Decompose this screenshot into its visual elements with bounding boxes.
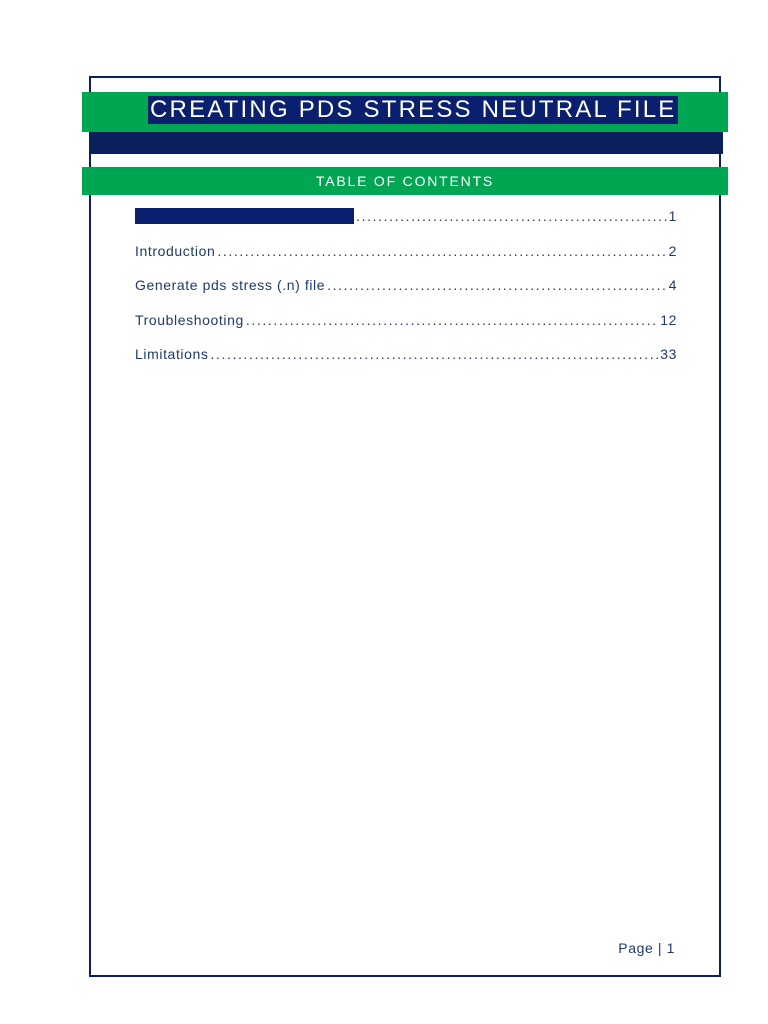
toc-entry-page-number: 1 — [668, 208, 677, 224]
table-of-contents — [135, 208, 677, 381]
toc-entry-page-number: 33 — [660, 346, 677, 362]
toc-entry-troubleshooting[interactable] — [135, 312, 677, 347]
toc-entry-generate-pds-stress-file[interactable] — [135, 277, 677, 312]
toc-heading: TABLE OF CONTENTS — [315, 173, 495, 189]
dot-leader — [211, 346, 659, 362]
toc-entry-label[interactable]: Creating PDS Stress Neutral file — [135, 208, 355, 224]
header-divider-band — [89, 132, 723, 154]
dot-leader — [217, 243, 666, 259]
toc-entry-label[interactable]: Limitations — [135, 346, 209, 362]
toc-entry-label[interactable]: Troubleshooting — [135, 311, 244, 328]
toc-entry-page-number: 12 — [660, 311, 677, 328]
toc-entry-label[interactable]: Generate pds stress (.n) file — [135, 277, 326, 293]
toc-entry-page-number: 2 — [668, 242, 677, 259]
toc-entry-label[interactable]: Introduction — [135, 242, 216, 259]
dot-leader — [356, 208, 666, 224]
page-footer — [618, 940, 675, 956]
toc-entry-introduction[interactable] — [135, 243, 677, 278]
toc-entry-creating-pds-stress-neutral-file[interactable] — [135, 208, 677, 243]
document-title[interactable]: CREATING PDS STRESS NEUTRAL FILE — [150, 96, 677, 123]
toc-entry-limitations[interactable] — [135, 346, 677, 381]
footer-page-label: Page — [618, 940, 654, 956]
dot-leader — [246, 312, 658, 328]
toc-entry-page-number: 4 — [668, 277, 677, 293]
dot-leader — [327, 277, 666, 293]
footer-page-number: 1 — [666, 940, 675, 956]
footer-separator: | — [657, 940, 663, 956]
